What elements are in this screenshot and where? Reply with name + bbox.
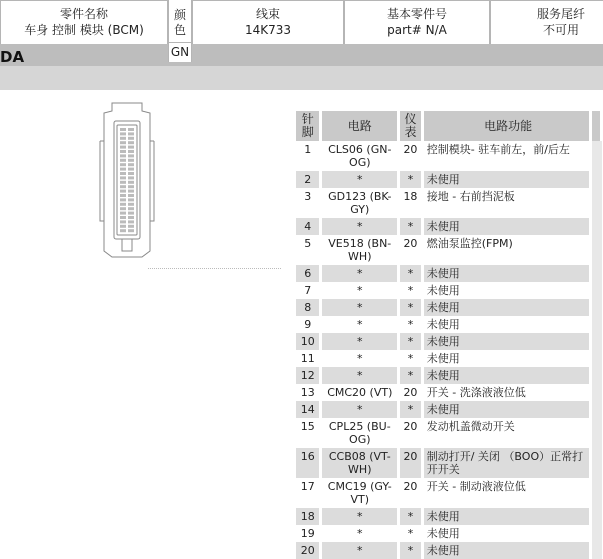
pin-cavity — [120, 212, 126, 215]
table-row — [296, 265, 602, 282]
pin-cavity — [128, 154, 134, 157]
pin-cell: 18 — [296, 508, 321, 525]
extra-cell — [591, 188, 602, 218]
extra-cell — [591, 299, 602, 316]
gauge-cell: 20 — [399, 384, 423, 401]
pin-cell: 1 — [296, 141, 321, 171]
function-cell: 未使用 — [422, 525, 591, 542]
pin-cavity — [128, 132, 134, 135]
table-row — [296, 367, 602, 384]
pin-cavity — [120, 181, 126, 184]
pin-cell: 8 — [296, 299, 321, 316]
pin-cavity — [128, 172, 134, 175]
gauge-cell: * — [399, 333, 423, 350]
table-row — [296, 525, 602, 542]
extra-cell — [591, 525, 602, 542]
pin-cell: 6 — [296, 265, 321, 282]
pin-cavity — [128, 229, 134, 232]
pin-cavity — [120, 146, 126, 149]
pin-cell: 20 — [296, 542, 321, 559]
pin-cell: 10 — [296, 333, 321, 350]
extra-cell — [591, 171, 602, 188]
pin-cavity — [120, 220, 126, 223]
gauge-cell: 20 — [399, 418, 423, 448]
service-label: 服务尾纤 — [536, 7, 585, 21]
table-row — [296, 508, 602, 525]
extra-cell — [591, 282, 602, 299]
circuit-cell: * — [321, 333, 399, 350]
function-cell: 开关 - 制动液液位低 — [422, 478, 591, 508]
pin-cavity — [128, 137, 134, 140]
pin-cavity — [128, 194, 134, 197]
circuit-cell: CCB08 (VT- WH) — [321, 448, 399, 478]
diagram-underline — [148, 268, 281, 269]
extra-cell — [591, 448, 602, 478]
function-cell: 燃油泵监控(FPM) — [422, 235, 591, 265]
pin-cavity — [120, 229, 126, 232]
circuit-cell: * — [321, 299, 399, 316]
service-value: 不可用 — [542, 23, 579, 37]
circuit-cell: * — [321, 282, 399, 299]
header-top-rule — [0, 0, 603, 1]
circuit-cell: * — [321, 350, 399, 367]
table-row — [296, 542, 602, 559]
extra-cell — [591, 384, 602, 401]
pin-cavity — [120, 203, 126, 206]
pin-cavity — [128, 146, 134, 149]
table-row — [296, 333, 602, 350]
function-cell: 接地 - 右前挡泥板 — [422, 188, 591, 218]
table-row — [296, 282, 602, 299]
color-label-1: 颜 — [173, 8, 186, 22]
extra-cell — [591, 316, 602, 333]
circuit-cell: * — [321, 401, 399, 418]
pin-cavity — [120, 132, 126, 135]
pin-cavity — [128, 185, 134, 188]
gauge-cell: 20 — [399, 141, 423, 171]
extra-cell — [591, 235, 602, 265]
base-part-value: part# N/A — [387, 23, 447, 37]
pin-cavity — [128, 203, 134, 206]
service-cell — [490, 0, 603, 44]
gauge-cell: 20 — [399, 448, 423, 478]
circuit-cell: CLS06 (GN- OG) — [321, 141, 399, 171]
extra-cell — [591, 141, 602, 171]
circuit-cell: * — [321, 316, 399, 333]
pin-cell: 17 — [296, 478, 321, 508]
pin-cavity — [120, 168, 126, 171]
pin-cavity — [120, 194, 126, 197]
extra-cell — [591, 333, 602, 350]
pin-cavity — [128, 150, 134, 153]
circuit-cell: CMC20 (VT) — [321, 384, 399, 401]
pin-cavity — [128, 220, 134, 223]
extra-cell — [591, 478, 602, 508]
part-name-value: 车身 控制 模块 (BCM) — [24, 23, 144, 37]
function-cell: 控制模块- 驻车前左，前/后左 — [422, 141, 591, 171]
circuit-cell: CMC19 (GY- VT) — [321, 478, 399, 508]
table-row — [296, 384, 602, 401]
pin-cell: 2 — [296, 171, 321, 188]
harness-label: 线束 — [255, 7, 280, 21]
gauge-cell: * — [399, 316, 423, 333]
extra-cell — [591, 265, 602, 282]
harness-cell — [192, 0, 344, 44]
col-circuit-header: 电路 — [321, 111, 399, 141]
pin-cavity — [120, 225, 126, 228]
gauge-cell: * — [399, 367, 423, 384]
gauge-cell: * — [399, 299, 423, 316]
color-cell — [168, 0, 192, 62]
gauge-cell: 20 — [399, 478, 423, 508]
part-name-label: 零件名称 — [59, 7, 108, 21]
extra-cell — [591, 218, 602, 235]
pin-cell: 5 — [296, 235, 321, 265]
function-cell: 未使用 — [422, 350, 591, 367]
connector-face-diagram — [98, 101, 156, 259]
function-cell: 未使用 — [422, 265, 591, 282]
pin-cavity — [128, 190, 134, 193]
extra-cell — [591, 418, 602, 448]
col-function-header: 电路功能 — [422, 111, 591, 141]
gauge-cell: * — [399, 218, 423, 235]
pin-cavity — [128, 207, 134, 210]
function-cell: 未使用 — [422, 218, 591, 235]
pin-cell: 4 — [296, 218, 321, 235]
col-gauge-header: 仪 表 — [399, 111, 423, 141]
pin-cavity — [128, 176, 134, 179]
circuit-cell: * — [321, 525, 399, 542]
circuit-cell: * — [321, 171, 399, 188]
function-cell: 未使用 — [422, 299, 591, 316]
table-row — [296, 171, 602, 188]
color-label-2: 色 — [173, 23, 186, 37]
function-cell: 未使用 — [422, 542, 591, 559]
table-row — [296, 448, 602, 478]
pin-cavity — [120, 185, 126, 188]
connector-id-text: DA — [0, 48, 25, 66]
function-cell: 制动打开/ 关闭 （BOO）正常打 开开关 — [422, 448, 591, 478]
table-row — [296, 235, 602, 265]
function-cell: 未使用 — [422, 316, 591, 333]
title-band-strip — [0, 66, 603, 90]
pin-cavity — [128, 225, 134, 228]
pin-cavity — [120, 141, 126, 144]
part-name-cell — [0, 0, 168, 44]
base-part-cell — [344, 0, 490, 44]
pin-cavity — [120, 137, 126, 140]
pin-cell: 3 — [296, 188, 321, 218]
pin-cavity — [120, 128, 126, 131]
pin-cavity — [128, 216, 134, 219]
function-cell: 未使用 — [422, 333, 591, 350]
pin-cell: 12 — [296, 367, 321, 384]
extra-cell — [591, 542, 602, 559]
base-part-label: 基本零件号 — [386, 7, 447, 21]
gauge-cell: * — [399, 282, 423, 299]
pin-cavity — [128, 198, 134, 201]
pin-cavity — [128, 141, 134, 144]
pin-cavity — [120, 150, 126, 153]
function-cell: 未使用 — [422, 282, 591, 299]
table-row — [296, 141, 602, 171]
pin-cavity — [120, 216, 126, 219]
pin-cell: 11 — [296, 350, 321, 367]
pin-cavity — [120, 172, 126, 175]
pin-cell: 13 — [296, 384, 321, 401]
extra-cell — [591, 401, 602, 418]
circuit-cell: * — [321, 218, 399, 235]
pin-cavity — [128, 163, 134, 166]
pin-cavity — [120, 159, 126, 162]
circuit-cell: GD123 (BK- GY) — [321, 188, 399, 218]
table-row — [296, 401, 602, 418]
table-row — [296, 418, 602, 448]
pin-cell: 9 — [296, 316, 321, 333]
table-row — [296, 299, 602, 316]
gauge-cell: * — [399, 542, 423, 559]
function-cell: 未使用 — [422, 367, 591, 384]
pin-cavity — [120, 163, 126, 166]
pin-table-body — [296, 141, 602, 559]
pin-cell: 19 — [296, 525, 321, 542]
function-cell: 发动机盖微动开关 — [422, 418, 591, 448]
pin-cavity — [120, 190, 126, 193]
table-row — [296, 350, 602, 367]
circuit-cell: * — [321, 367, 399, 384]
circuit-cell: * — [321, 542, 399, 559]
gauge-cell: * — [399, 525, 423, 542]
gauge-cell: * — [399, 401, 423, 418]
pin-cell: 7 — [296, 282, 321, 299]
pin-cavity — [120, 198, 126, 201]
col-extra-header — [591, 111, 602, 141]
pin-cavity — [120, 207, 126, 210]
extra-cell — [591, 367, 602, 384]
pin-table — [296, 111, 603, 559]
circuit-cell: * — [321, 265, 399, 282]
gauge-cell: * — [399, 350, 423, 367]
gauge-cell: 18 — [399, 188, 423, 218]
gauge-cell: * — [399, 508, 423, 525]
col-pin-header: 针 脚 — [296, 111, 321, 141]
extra-cell — [591, 350, 602, 367]
pin-cavity — [128, 168, 134, 171]
extra-cell — [591, 508, 602, 525]
function-cell: 未使用 — [422, 401, 591, 418]
gauge-cell: * — [399, 265, 423, 282]
table-row — [296, 478, 602, 508]
harness-value: 14K733 — [244, 23, 292, 37]
pin-cavity — [120, 154, 126, 157]
function-cell: 开关 - 洗涤液液位低 — [422, 384, 591, 401]
gauge-cell: 20 — [399, 235, 423, 265]
circuit-cell: CPL25 (BU- OG) — [321, 418, 399, 448]
pin-cell: 15 — [296, 418, 321, 448]
pin-cavity — [128, 181, 134, 184]
table-row — [296, 218, 602, 235]
table-row — [296, 316, 602, 333]
circuit-cell: VE518 (BN- WH) — [321, 235, 399, 265]
circuit-cell: * — [321, 508, 399, 525]
table-row — [296, 188, 602, 218]
function-cell: 未使用 — [422, 508, 591, 525]
pin-cavity — [128, 159, 134, 162]
pin-cavity — [128, 128, 134, 131]
pin-cell: 16 — [296, 448, 321, 478]
pin-cavity — [120, 176, 126, 179]
pin-cavity — [128, 212, 134, 215]
function-cell: 未使用 — [422, 171, 591, 188]
pin-table-header — [296, 111, 602, 141]
gauge-cell: * — [399, 171, 423, 188]
pin-cell: 14 — [296, 401, 321, 418]
color-value: GN — [169, 42, 191, 62]
